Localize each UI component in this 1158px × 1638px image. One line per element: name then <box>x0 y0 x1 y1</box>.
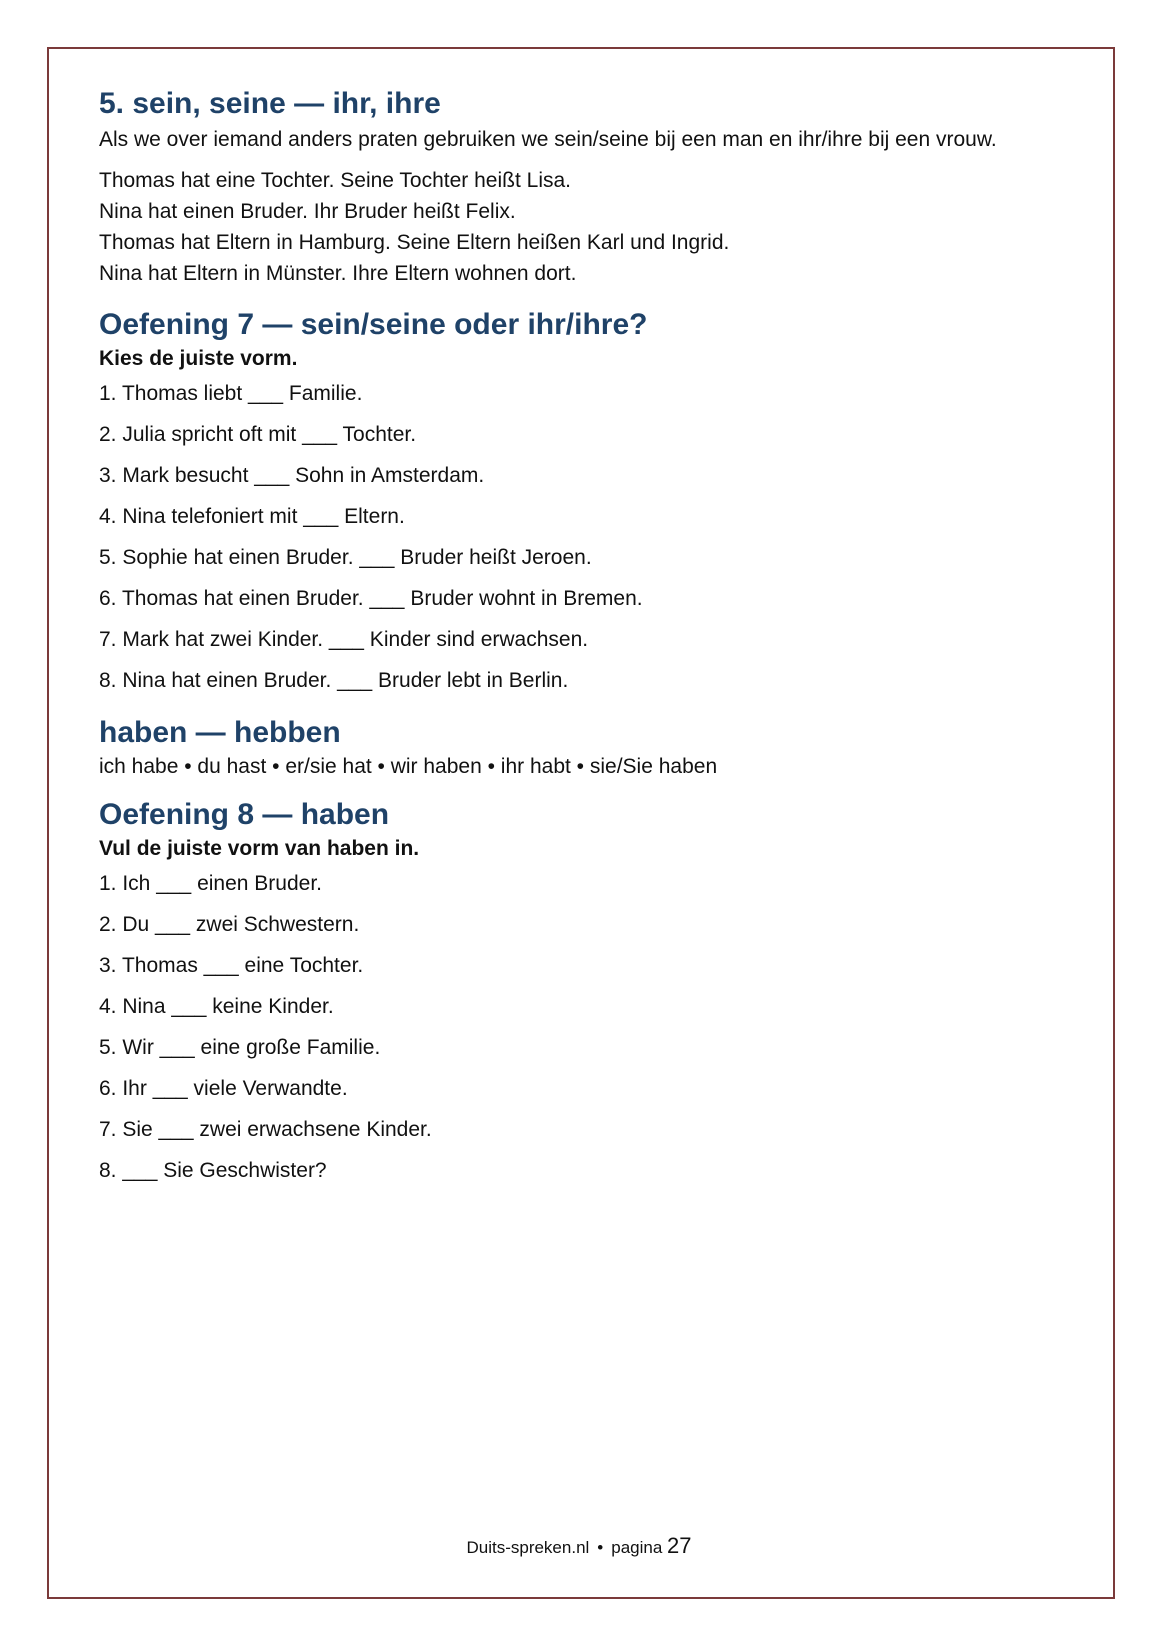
exercise-item: 8. ___ Sie Geschwister? <box>99 1159 327 1182</box>
section-heading: haben — hebben <box>99 716 341 749</box>
exercise-item: 4. Nina ___ keine Kinder. <box>99 995 334 1018</box>
footer-separator: • <box>597 1538 604 1557</box>
exercise-item: 1. Ich ___ einen Bruder. <box>99 872 322 895</box>
footer-site: Duits-spreken.nl <box>466 1538 590 1557</box>
exercise-heading: Oefening 8 — haben <box>99 798 390 831</box>
exercise-item: 4. Nina telefoniert mit ___ Eltern. <box>99 505 405 528</box>
page-number: 27 <box>667 1533 692 1558</box>
exercise-item: 5. Wir ___ eine große Familie. <box>99 1036 381 1059</box>
conjugation-line: ich habe • du hast • er/sie hat • wir haben • ihr habt • sie/Sie haben <box>99 755 718 778</box>
example-sentence: Thomas hat Eltern in Hamburg. Seine Eltern heißen Karl und Ingrid. <box>99 231 730 254</box>
page-footer <box>0 1532 1158 1562</box>
section-sein-ihr <box>99 86 1059 289</box>
exercise-item: 1. Thomas liebt ___ Familie. <box>99 382 363 405</box>
example-sentences <box>99 165 1059 289</box>
exercise-item: 2. Julia spricht oft mit ___ Tochter. <box>99 423 417 446</box>
exercise-item: 7. Sie ___ zwei erwachsene Kinder. <box>99 1118 432 1141</box>
exercise-8 <box>99 797 1059 1186</box>
example-sentence: Nina hat Eltern in Münster. Ihre Eltern wohnen dort. <box>99 262 577 285</box>
page-content <box>99 86 1059 1196</box>
exercise-item: 7. Mark hat zwei Kinder. ___ Kinder sind erwachsen. <box>99 628 589 651</box>
section-heading: 5. sein, seine — ihr, ihre <box>99 87 441 120</box>
footer-page-label: pagina <box>611 1538 663 1557</box>
exercise-item: 3. Thomas ___ eine Tochter. <box>99 954 364 977</box>
exercise-item: 6. Thomas hat einen Bruder. ___ Bruder wohnt in Bremen. <box>99 587 643 610</box>
exercise-item: 5. Sophie hat einen Bruder. ___ Bruder heißt Jeroen. <box>99 546 592 569</box>
exercise-item: 8. Nina hat einen Bruder. ___ Bruder lebt in Berlin. <box>99 669 569 692</box>
example-sentence: Nina hat einen Bruder. Ihr Bruder heißt Felix. <box>99 200 516 223</box>
exercise-item: 3. Mark besucht ___ Sohn in Amsterdam. <box>99 464 485 487</box>
example-sentence: Thomas hat eine Tochter. Seine Tochter heißt Lisa. <box>99 169 571 192</box>
section-intro: Als we over iemand anders praten gebruiken we sein/seine bij een man en ihr/ihre bij een vrouw. <box>99 128 997 151</box>
exercise-instruction: Kies de juiste vorm. <box>99 347 298 370</box>
section-haben <box>99 715 1059 782</box>
exercise-heading: Oefening 7 — sein/seine oder ihr/ihre? <box>99 308 648 341</box>
exercise-instruction: Vul de juiste vorm van haben in. <box>99 837 420 860</box>
exercise-7 <box>99 307 1059 696</box>
exercise-item: 6. Ihr ___ viele Verwandte. <box>99 1077 348 1100</box>
exercise-item: 2. Du ___ zwei Schwestern. <box>99 913 360 936</box>
